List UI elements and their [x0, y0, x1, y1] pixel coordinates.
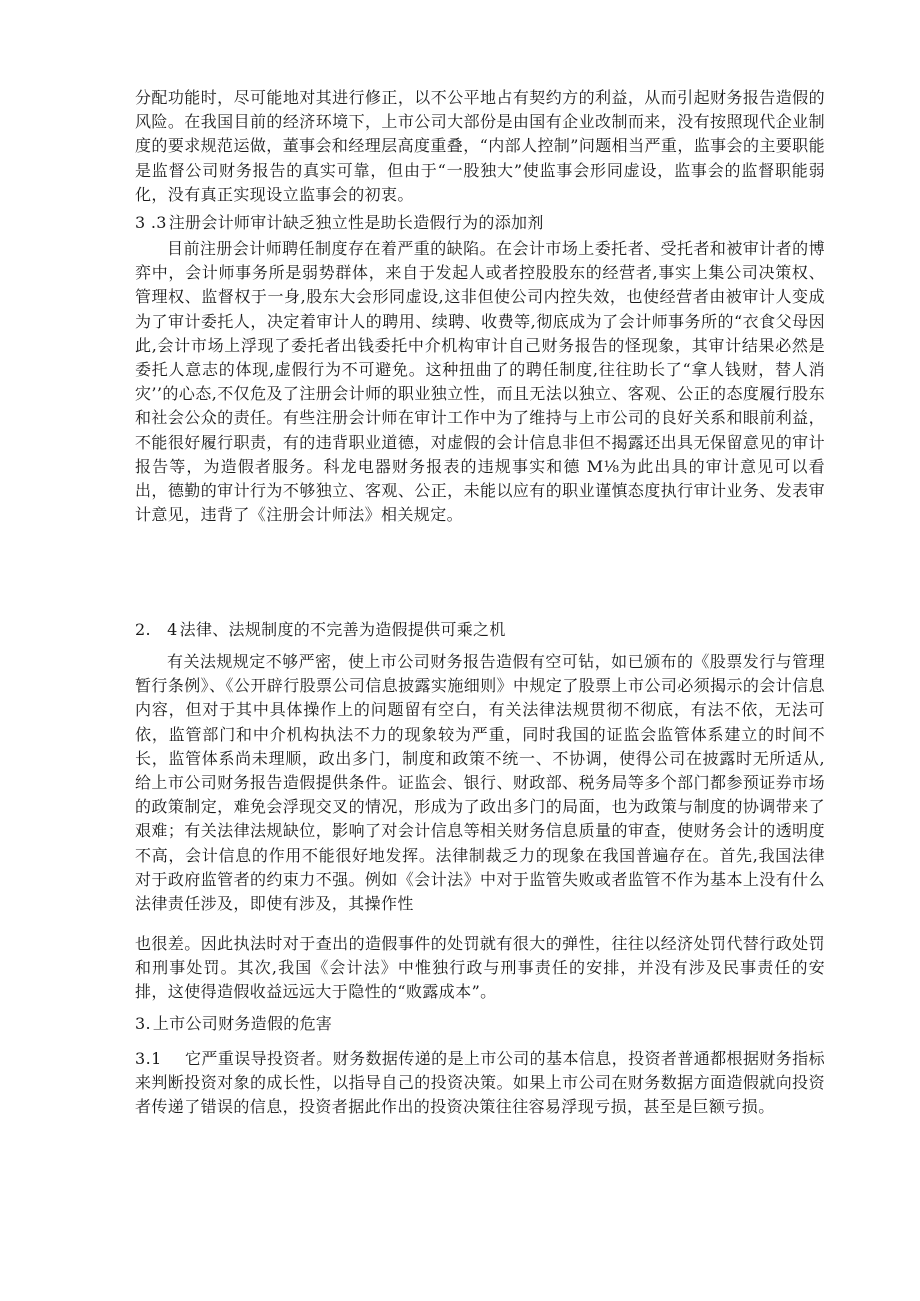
paragraph-2-4a: 有关法规规定不够严密，使上市公司财务报告造假有空可钻，如已颁布的《股票发行与管理暂行条例》、《公开辟行股票公司信息披露实施细则》中规定了股票上市公司必须揭示的会计信息内容，但对于其中具体操作上的问题留有空白，有关法律法规贯彻不彻底，有法不依，无法可依，监管部门和中介机构执法不力的现象较为严重，同时我国的证监会监管体系建立的时间不长，监管体系尚未理顺，政出多门，制度和政策不统一、不协调，使得公司在披露时无所适从,给上市公司财务报告造假提供条件。证监会、银行、财政部、税务局等多个部门都参预证券市场的政策制定，难免会浮现交叉的情况，形成为了政出多门的局面，也为政策与制度的协调带来了艰难；有关法律法规缺位，影响了对会计信息等相关财务信息质量的审查，使财务会计的透明度不高，会计信息的作用不能很好地发挥。法律制裁乏力的现象在我国普遍存在。首先,我国法律对于政府监管者的约束力不强。例如《会计法》中对于监管失败或者监管不作为基本上没有什么法律责任涉及，即使有涉及，其操作性	[135, 652, 825, 914]
section-title: 上市公司财务造假的危害	[152, 1014, 333, 1033]
section-title: 法律、法规制度的不完善为造假提供可乘之机	[179, 620, 506, 639]
section-number: 3.	[135, 1014, 151, 1033]
item-text: 它严重误导投资者。财务数据传递的是上市公司的基本信息，投资者普通都根据财务指标来判断投资对象的成长性，以指导自己的投资决策。如果上市公司在财务数据方面造假就向投资者传递了错误的信息，投资者据此作出的投资决策往往容易浮现亏损，甚至是巨额亏损。	[135, 1049, 825, 1117]
item-number: 3.1	[135, 1049, 162, 1068]
paragraph-2-4b: 也很差。因此执法时对于查出的造假事件的处罚就有很大的弹性，往往以经济处罚代替行政处罚和刑事处罚。其次,我国《会计法》中惟独行政与刑事责任的安排，并没有涉及民事责任的安排，这使得造假收益远远大于隐性的“败露成本”。	[135, 934, 825, 1002]
section-heading-2-4	[135, 618, 825, 642]
paragraph-intro: 分配功能时，尽可能地对其进行修正，以不公平地占有契约方的利益，从而引起财务报告造假的风险。在我国目前的经济环境下，上市公司大部份是由国有企业改制而来，没有按照现代企业制度的要求规范运做，董事会和经理层高度重叠，“内部人控制”问题相当严重，监事会的主要职能是监督公司财务报告的真实可靠，但由于“一股独大”使监事会形同虚设，监事会的监督职能弱化，没有真正实现设立监事会的初衷。	[135, 88, 825, 204]
section-title: 注册会计师审计缺乏独立性是助长造假行为的添加剂	[168, 213, 544, 232]
section-number: 2. 4	[135, 620, 178, 639]
paragraph-2-3: 目前注册会计师聘任制度存在着严重的缺陷。在会计市场上委托者、受托者和被审计者的博弈中，会计师事务所是弱势群体，来自于发起人或者控股股东的经营者,事实上集公司决策权、管理权、监督权于一身,股东大会形同虚设,这非但使公司内控失效，也使经营者由被审计人变成为了审计委托人，决定着审计人的聘用、续聘、收费等,彻底成为了会计师事务所的“衣食父母因此,会计市场上浮现了委托者出钱委托中介机构审计自己财务报告的怪现象，其审计结果必然是委托人意志的体现,虚假行为不可避免。这种扭曲了的聘任制度,往往助长了“拿人钱财，替人消灾’’的心态,不仅危及了注册会计师的职业独立性，而且无法以独立、客观、公正的态度履行股东和社会公众的责任。有些注册会计师在审计工作中为了维持与上市公司的良好关系和眼前利益，不能很好履行职责，有的违背职业道德，对虚假的会计信息非但不揭露还出具无保留意见的审计报告等，为造假者服务。科龙电器财务报表的违规事实和德 M⅛为此出具的审计意见可以看出，德勤的审计行为不够独立、客观、公正，未能以应有的职业谨慎态度执行审计业务、发表审计意见，违背了《注册会计师法》相关规定。	[135, 239, 825, 525]
section-heading-3	[135, 1012, 825, 1036]
section-heading-2-3	[135, 211, 825, 235]
paragraph-3-1	[135, 1047, 825, 1120]
section-number: 3 .3	[135, 213, 167, 232]
